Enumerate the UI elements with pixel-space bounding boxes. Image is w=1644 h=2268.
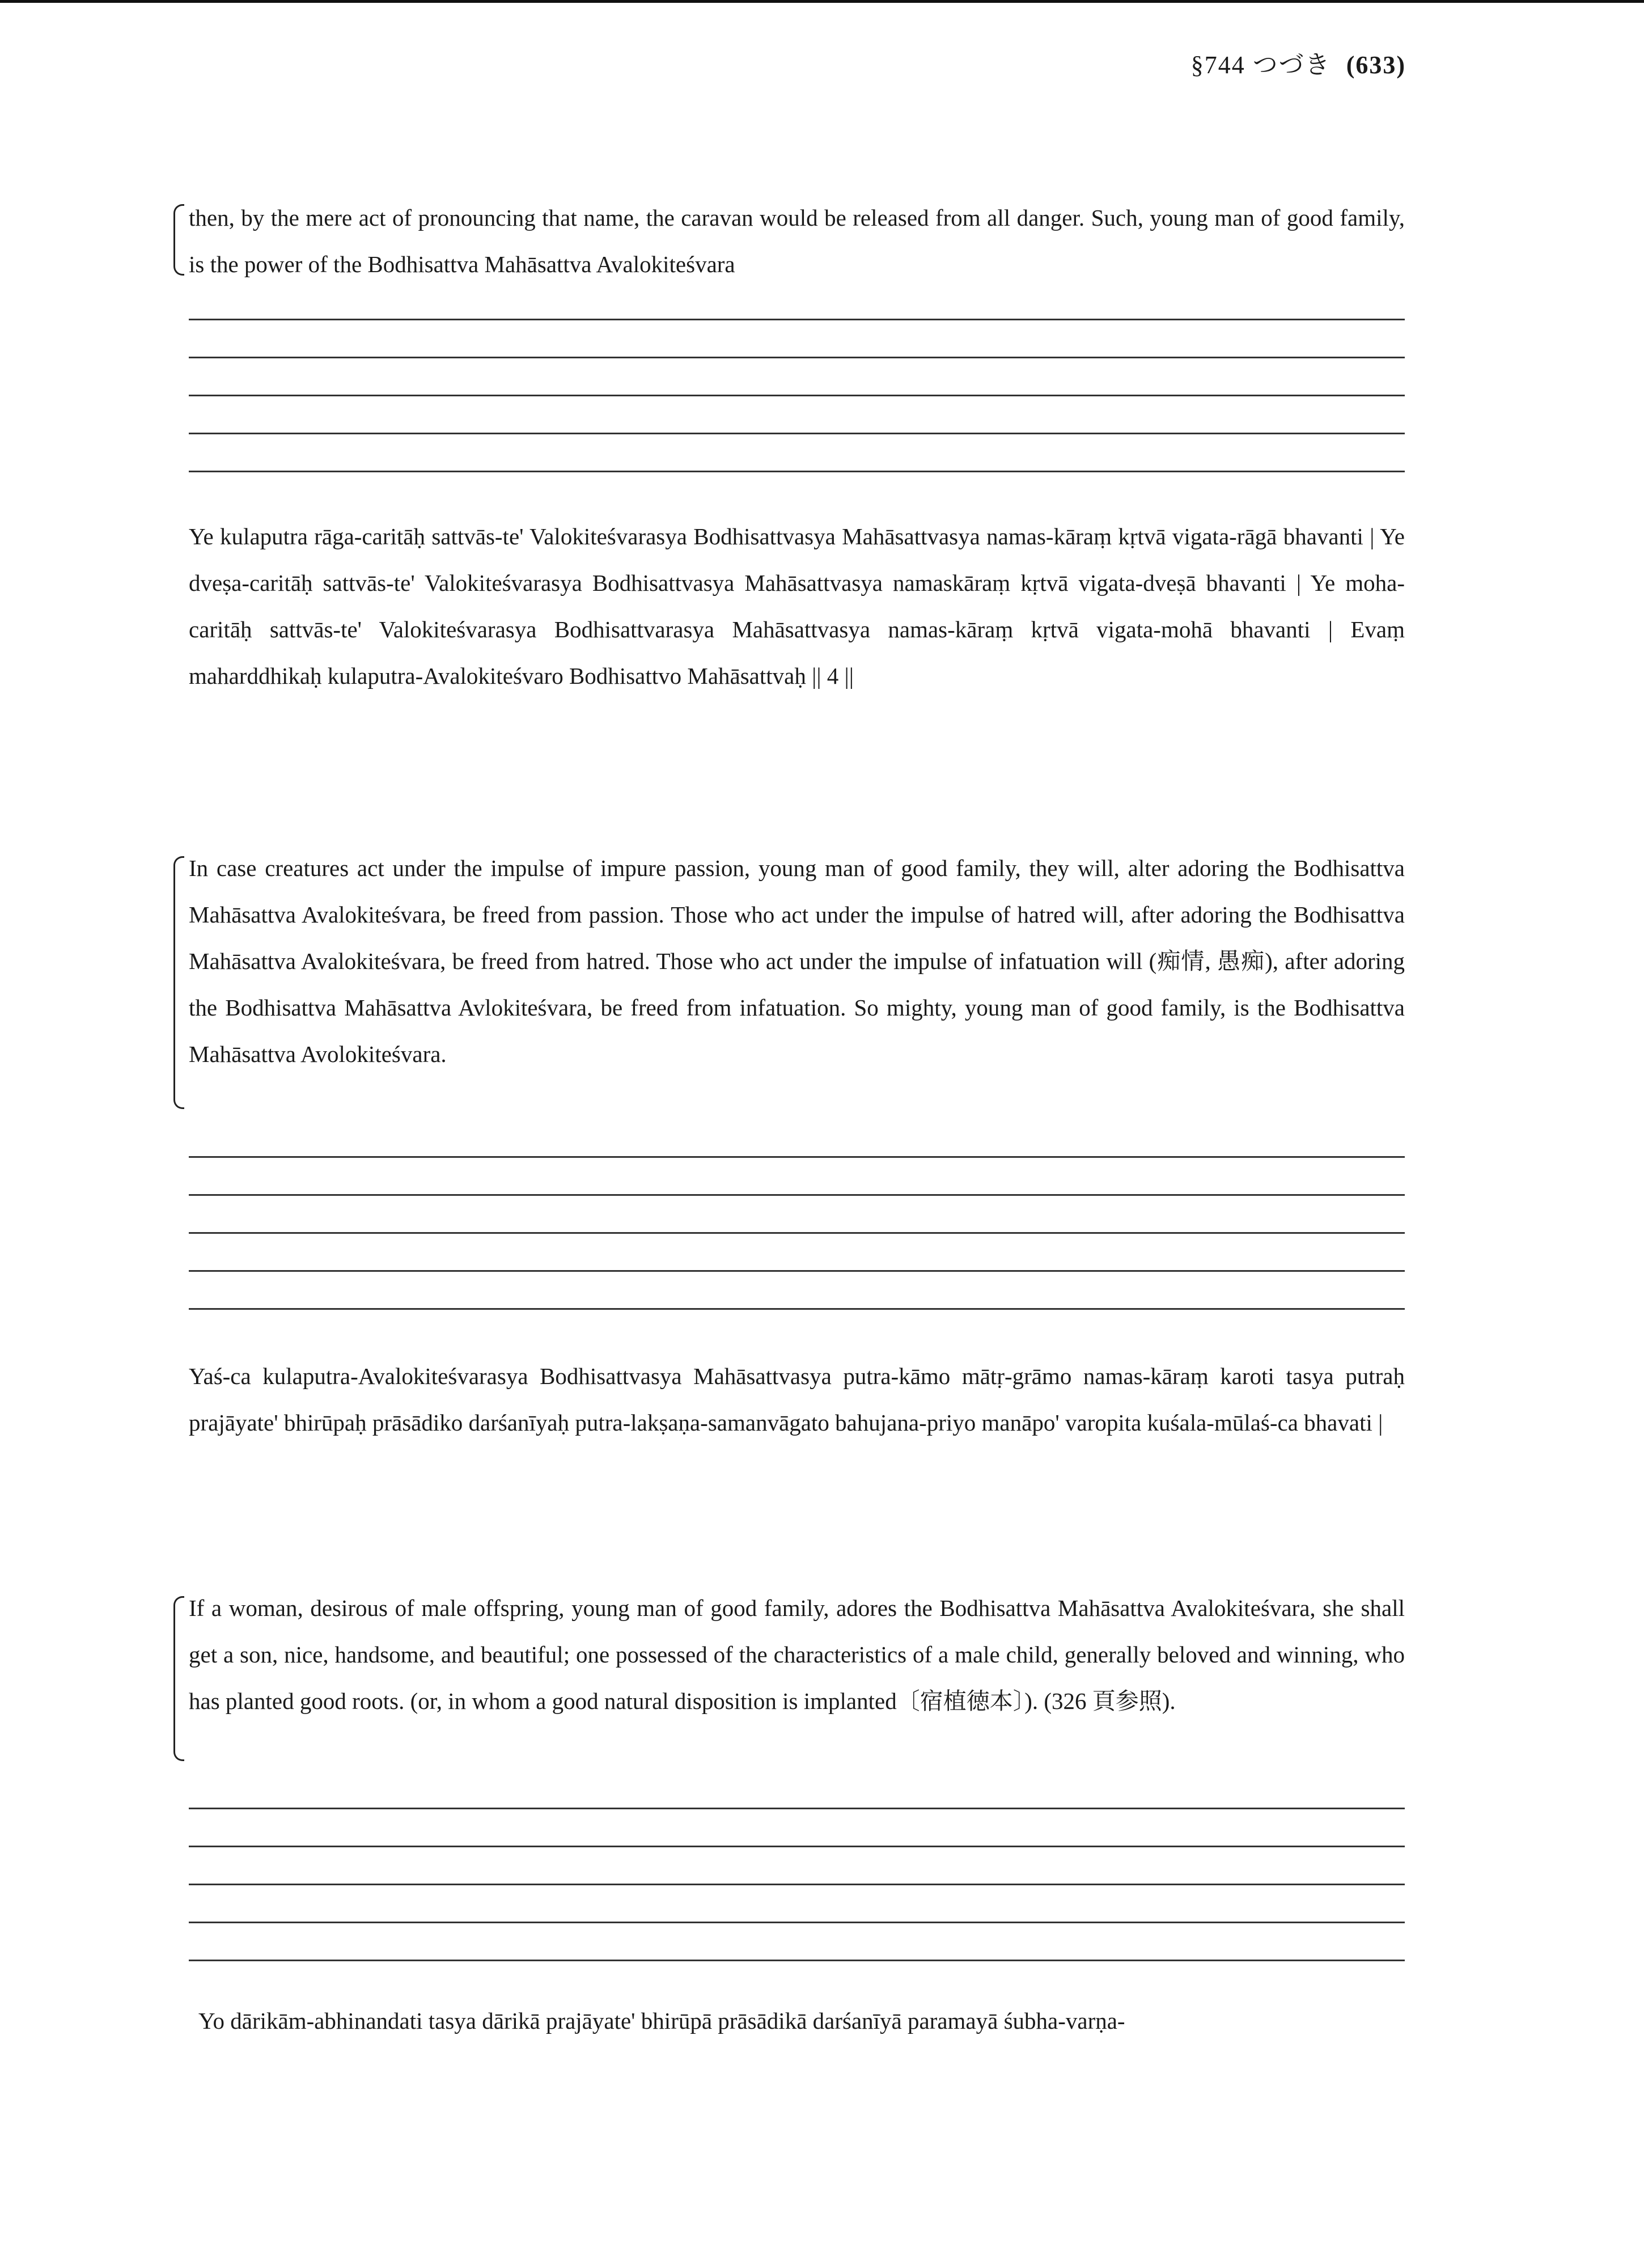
page-number: (633) bbox=[1346, 51, 1406, 79]
writing-lines bbox=[189, 1771, 1405, 1961]
top-rule bbox=[0, 0, 1644, 3]
paragraph-sanskrit-2: Ye kulaputra rāga-caritāḥ sattvās-te' Valokiteśvarasya Bodhisattvasya Mahāsattvasya namas-kāraṃ kṛtvā vigata-rāgā bhavanti | Ye dveṣa-caritāḥ sattvās-te' Valokiteśvarasya Bodhisattvasya Mahāsattvasya namaskāraṃ kṛtvā vigata-dveṣā bhavanti | Ye moha-caritāḥ sattvās-te' Valokiteśvarasya Bodhisattvarasya Mahāsattvasya namas-kāraṃ kṛtvā vigata-mohā bhavanti | Evaṃ maharddhikaḥ kulaputra-Avalokiteśvaro Bodhisattvo Mahāsattvaḥ || 4 || bbox=[189, 523, 1405, 689]
paragraph-bracket bbox=[173, 1596, 184, 1761]
paragraph-sanskrit-6: Yo dārikām-abhinandati tasya dārikā prajāyate' bhirūpā prāsādikā darśanīyā paramayā śubha-varṇa- bbox=[198, 2008, 1125, 2034]
paragraph-english-3: In case creatures act under the impulse of impure passion, young man of good family, they will, alter adoring the Bodhisattva Mahāsattva Avalokiteśvara, be freed from passion. Those who act under the impulse of hatred will, after adoring the Bodhisattva Mahāsattva Avalokiteśvara, be freed from hatred. Those who act under the impulse of infatuation will (痴情, 愚痴), after adoring the Bodhisattva Mahāsattva Avlokiteśvara, be freed from infatuation. So mighty, young man of good family, is the Bodhisattva Mahāsattva Avolokiteśvara. bbox=[189, 855, 1405, 1067]
writing-lines bbox=[189, 282, 1405, 472]
paragraph-bracket bbox=[173, 204, 184, 276]
page-header bbox=[1191, 44, 1406, 81]
section-label: §744 つづき bbox=[1190, 51, 1331, 79]
paragraph-bracket bbox=[173, 856, 184, 1109]
paragraph-english-1: then, by the mere act of pronouncing that name, the caravan would be released from all danger. Such, young man of good family, is the power of the Bodhisattva Mahāsattva Avalokiteśvara bbox=[189, 205, 1405, 277]
paragraph-sanskrit-4: Yaś-ca kulaputra-Avalokiteśvarasya Bodhisattvasya Mahāsattvasya putra-kāmo mātṛ-grāmo namas-kāraṃ karoti tasya putraḥ prajāyate' bhirūpaḥ prāsādiko darśanīyaḥ putra-lakṣaṇa-samanvāgato bahujana-priyo manāpo' varopita kuśala-mūlaś-ca bhavati | bbox=[189, 1363, 1405, 1436]
writing-lines bbox=[189, 1120, 1405, 1310]
paragraph-english-5: If a woman, desirous of male offspring, young man of good family, adores the Bodhisattva Mahāsattva Avalokiteśvara, she shall get a son, nice, handsome, and beautiful; one possessed of the characteristics of a male child, generally beloved and winning, who has planted good roots. (or, in whom a good natural disposition is implanted〔宿植徳本〕). (326 頁参照). bbox=[189, 1595, 1405, 1714]
